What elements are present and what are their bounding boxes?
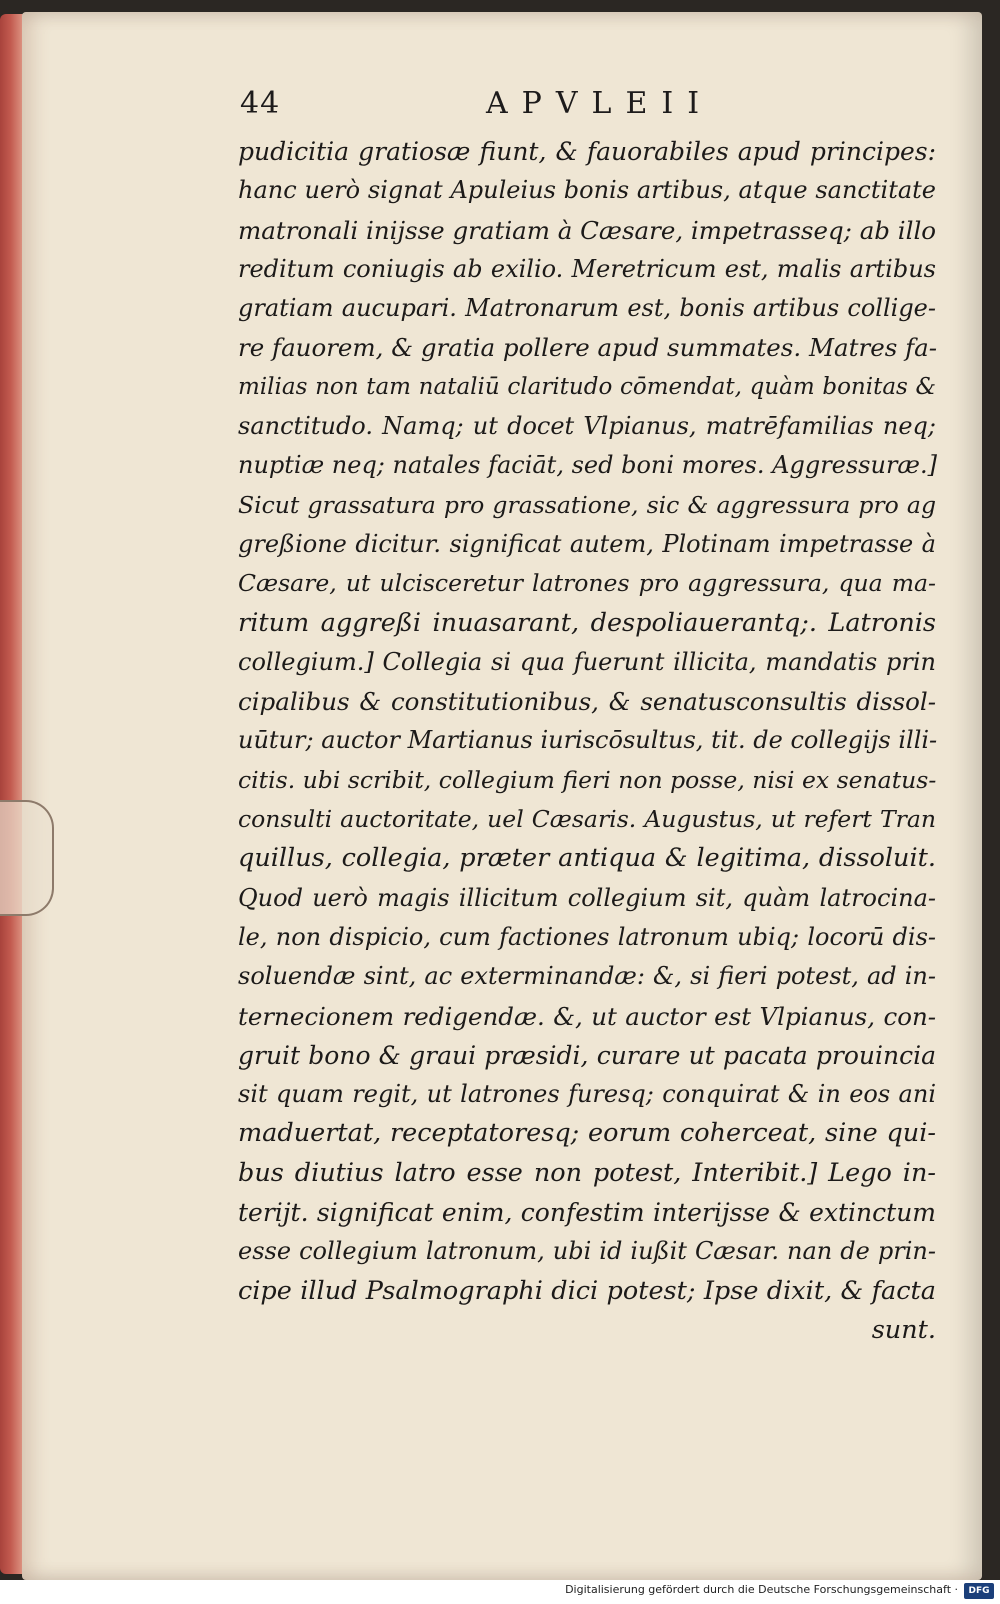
text-line: pudicitia gratiosæ fiunt, & fauorabiles apud principes: bbox=[238, 137, 936, 166]
text-line: citis. ubi scribit, collegium fieri non posse, nisi ex senatus- bbox=[238, 765, 937, 794]
text-line: hanc uerò signat Apuleius bonis artibus, atque sanctitate bbox=[238, 176, 936, 205]
text-line: maduertat, receptatoresq; eorum coherceat, sine qui- bbox=[238, 1118, 936, 1149]
dfg-logo: DFG bbox=[964, 1583, 994, 1599]
text-line: ritum aggreßi inuasarant, despoliauerantq;. Latronis bbox=[238, 607, 936, 638]
text-line: uūtur; auctor Martianus iuriscōsultus, tit. de collegijs illi- bbox=[238, 726, 938, 755]
text-line: matronali inijsse gratiam à Cæsare, impetrasseq; ab illo bbox=[238, 215, 937, 245]
text-line: re fauorem, & gratia pollere apud summates. Matres fa- bbox=[238, 333, 938, 363]
text-line: nuptiæ neq; natales faciāt, sed boni mores. Aggressuræ.] bbox=[238, 451, 937, 480]
text-line: Sicut grassatura pro grassatione, sic & aggressura pro ag bbox=[238, 490, 936, 519]
text-line: gratiam aucupari. Matronarum est, bonis artibus collige- bbox=[238, 294, 936, 323]
page-number: 44 bbox=[240, 86, 281, 121]
text-line: milias non tam nataliū claritudo cōmendat, quàm bonitas & bbox=[238, 373, 936, 400]
text-line: terijt. significat enim, confestim interijsse & extinctum bbox=[238, 1198, 936, 1228]
text-line: gruit bono & graui præsidi, curare ut pacata prouincia bbox=[238, 1040, 936, 1070]
page-header bbox=[240, 86, 780, 130]
text-line: collegium.] Collegia si qua fuerunt illicita, mandatis prin bbox=[238, 647, 936, 676]
footer-bar bbox=[0, 1580, 1000, 1604]
text-line: greßione dicitur. significat autem, Plotinam impetrasse à bbox=[238, 529, 936, 558]
text-line: ternecionem redigendæ. &, ut auctor est Vlpianus, con- bbox=[238, 1001, 936, 1031]
catchword: sunt. bbox=[871, 1314, 936, 1345]
text-line: consulti auctoritate, uel Cæsaris. Augustus, ut refert Tran bbox=[238, 805, 936, 834]
running-title: APVLEII bbox=[486, 86, 714, 121]
text-line: cipalibus & constitutionibus, & senatusconsultis dissol- bbox=[238, 687, 936, 717]
text-line: le, non dispicio, cum factiones latronum ubiq; locorū dis- bbox=[238, 922, 936, 951]
text-line: Quod uerò magis illicitum collegium sit, quàm latrocina- bbox=[238, 883, 936, 912]
text-line: sanctitudo. Namq; ut docet Vlpianus, matrēfamilias neq; bbox=[238, 412, 936, 441]
text-line: reditum coniugis ab exilio. Meretricum est, malis artibus bbox=[238, 254, 936, 283]
text-line: quillus, collegia, præter antiqua & legitima, dissoluit. bbox=[238, 843, 936, 874]
page-tab-marker bbox=[0, 800, 54, 916]
text-line: Cæsare, ut ulcisceretur latrones pro aggressura, qua ma- bbox=[238, 569, 936, 598]
body-text bbox=[238, 132, 936, 1350]
text-line: esse collegium latronum, ubi id iußit Cæsar. nan de prin- bbox=[238, 1237, 936, 1266]
text-line: bus diutius latro esse non potest, Interibit.] Lego in- bbox=[238, 1157, 936, 1188]
text-line: cipe illud Psalmographi dici potest; Ipse dixit, & facta bbox=[238, 1275, 936, 1306]
text-line: sit quam regit, ut latrones furesq; conquirat & in eos ani bbox=[238, 1080, 936, 1109]
text-line: soluendæ sint, ac exterminandæ: &, si fieri potest, ad in- bbox=[238, 962, 936, 991]
digitization-credit: Digitalisierung gefördert durch die Deutsche Forschungsgemeinschaft · bbox=[565, 1583, 958, 1596]
